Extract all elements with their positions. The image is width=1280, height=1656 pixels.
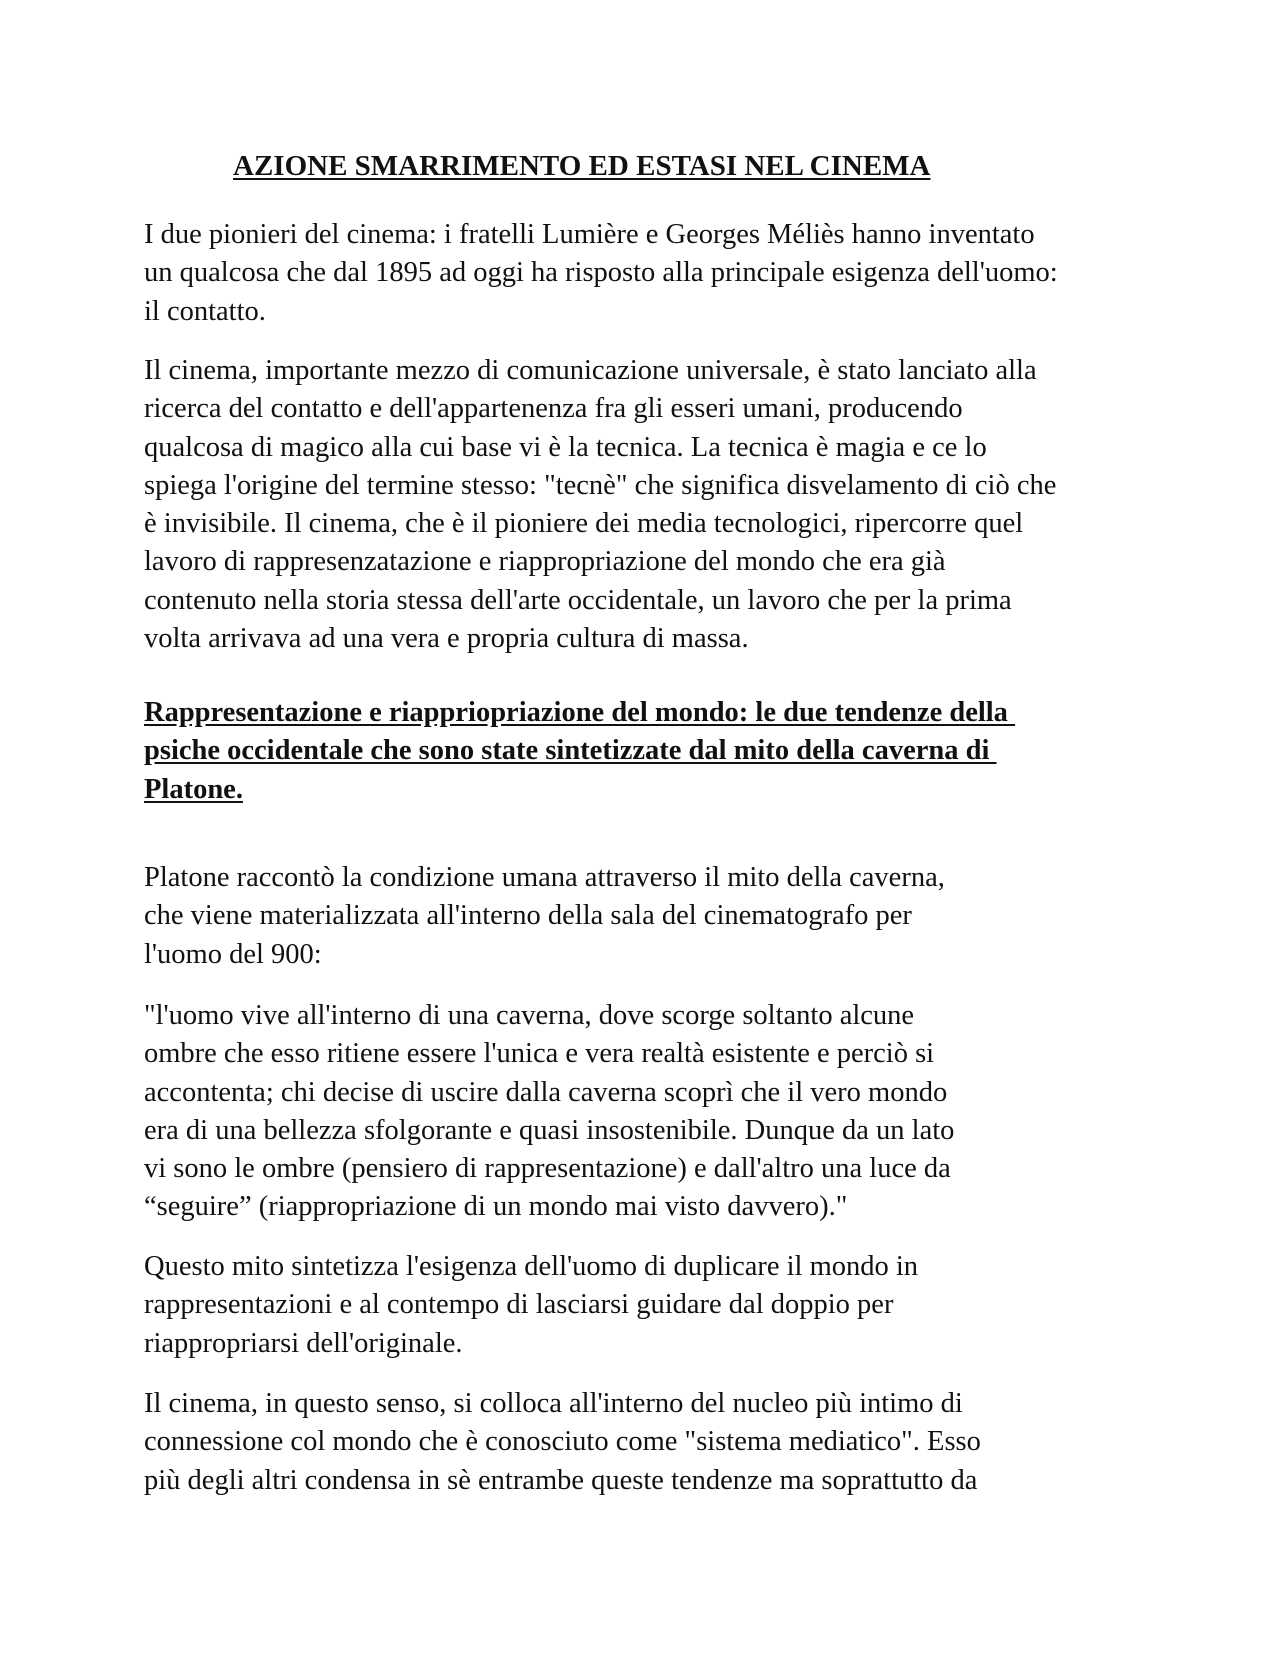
text-line: Il cinema, in questo senso, si colloca all'interno del nucleo più intimo di — [144, 1388, 963, 1419]
paragraph-sistema-mediatico — [144, 1385, 981, 1500]
text-line: ricerca del contatto e dell'appartenenza fra gli esseri umani, producendo — [144, 393, 963, 425]
text-line: un qualcosa che dal 1895 ad oggi ha risposto alla principale esigenza dell'uomo: — [144, 257, 1058, 289]
paragraph-quote-caverna — [144, 997, 954, 1227]
text-line: “seguire” (riappropriazione di un mondo mai visto davvero)." — [144, 1191, 848, 1223]
paragraph-intro — [144, 216, 1058, 331]
heading-line: psiche occidentale che sono state sintetizzate dal mito della caverna di — [144, 735, 997, 767]
text-line: era di una bellezza sfolgorante e quasi insostenibile. Dunque da un lato — [144, 1114, 955, 1146]
text-line: "l'uomo vive all'interno di una caverna, dove scorge soltanto alcune — [144, 1000, 915, 1031]
text-line: lavoro di rappresenzatazione e riappropriazione del mondo che era già — [144, 546, 946, 578]
heading-line: Rappresentazione e riappriopriazione del mondo: le due tendenze della — [144, 697, 1016, 728]
text-line: qualcosa di magico alla cui base vi è la tecnica. La tecnica è magia e ce lo — [144, 431, 987, 463]
text-line: riappropriarsi dell'originale. — [144, 1327, 463, 1359]
text-line: vi sono le ombre (pensiero di rappresentazione) e dall'altro una luce da — [144, 1153, 951, 1185]
text-line: il contatto. — [144, 295, 266, 327]
text-line: Questo mito sintetizza l'esigenza dell'uomo di duplicare il mondo in — [144, 1251, 919, 1282]
text-line: l'uomo del 900: — [144, 938, 322, 970]
text-line: spiega l'origine del termine stesso: "tecnè" che significa disvelamento di ciò che — [144, 469, 1057, 501]
text-line: Platone raccontò la condizione umana attraverso il mito della caverna, — [144, 862, 945, 893]
section-heading — [144, 694, 1015, 809]
text-line: connessione col mondo che è conosciuto come "sistema mediatico". Esso — [144, 1426, 981, 1458]
text-line: contenuto nella storia stessa dell'arte occidentale, un lavoro che per la prima — [144, 584, 1012, 616]
text-line: che viene materializzata all'interno della sala del cinematografo per — [144, 900, 912, 932]
text-line: Il cinema, importante mezzo di comunicazione universale, è stato lanciato alla — [144, 355, 1037, 386]
paragraph-cinema-tecnica — [144, 352, 1056, 658]
text-line: più degli altri condensa in sè entrambe queste tendenze ma soprattutto da — [144, 1464, 978, 1496]
text-line: ombre che esso ritiene essere l'unica e vera realtà esistente e perciò si — [144, 1038, 935, 1070]
text-line: volta arrivava ad una vera e propria cultura di massa. — [144, 623, 749, 655]
heading-line: Platone. — [144, 773, 243, 805]
paragraph-mito — [144, 1248, 918, 1363]
document-title: AZIONE SMARRIMENTO ED ESTASI NEL CINEMA — [233, 150, 931, 182]
text-line: I due pionieri del cinema: i fratelli Lumière e Georges Méliès hanno inventato — [144, 219, 1035, 250]
text-line: accontenta; chi decise di uscire dalla caverna scoprì che il vero mondo — [144, 1076, 948, 1108]
paragraph-platone — [144, 859, 945, 974]
text-line: rappresentazioni e al contempo di lasciarsi guidare dal doppio per — [144, 1289, 894, 1321]
text-line: è invisibile. Il cinema, che è il pioniere dei media tecnologici, ripercorre quel — [144, 508, 1024, 540]
